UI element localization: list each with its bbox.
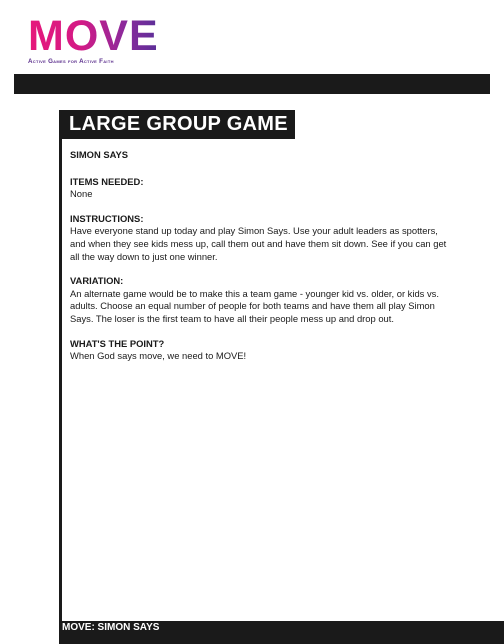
variation-text: An alternate game would be to make this a team game - younger kid vs. older, or kids vs. adults. Choose an equal number of people for both teams and have them all play Simon Says. The loser is the first team to have all their people mess up and drop out. (70, 287, 439, 324)
logo-wordmark: MOVE (28, 12, 159, 60)
items-needed-heading: ITEMS NEEDED: (70, 175, 144, 187)
variation-heading: VARIATION: (70, 275, 124, 287)
point-heading: WHAT'S THE POINT? (70, 337, 165, 349)
variation-section (70, 275, 456, 325)
section-title: LARGE GROUP GAME (62, 110, 295, 139)
footer-title: MOVE: SIMON SAYS (62, 622, 160, 633)
left-rule-divider (59, 110, 62, 624)
logo-tagline: Active Games for Active Faith (28, 58, 114, 65)
instructions-heading: INSTRUCTIONS: (70, 212, 144, 224)
point-text: When God says move, we need to MOVE! (70, 350, 247, 362)
instructions-section (70, 213, 456, 263)
instructions-text: Have everyone stand up today and play Simon Says. Use your adult leaders as spotters, and when they see kids mess up, call them out and have them sit down. See if you can get all the way down to just one winner. (70, 225, 447, 262)
items-needed-text: None (70, 188, 93, 200)
move-logo (28, 12, 159, 65)
game-name: SIMON SAYS (70, 149, 129, 160)
items-needed-section (70, 176, 456, 201)
point-section (70, 338, 456, 363)
header-bar (14, 74, 490, 94)
game-content (70, 149, 456, 375)
